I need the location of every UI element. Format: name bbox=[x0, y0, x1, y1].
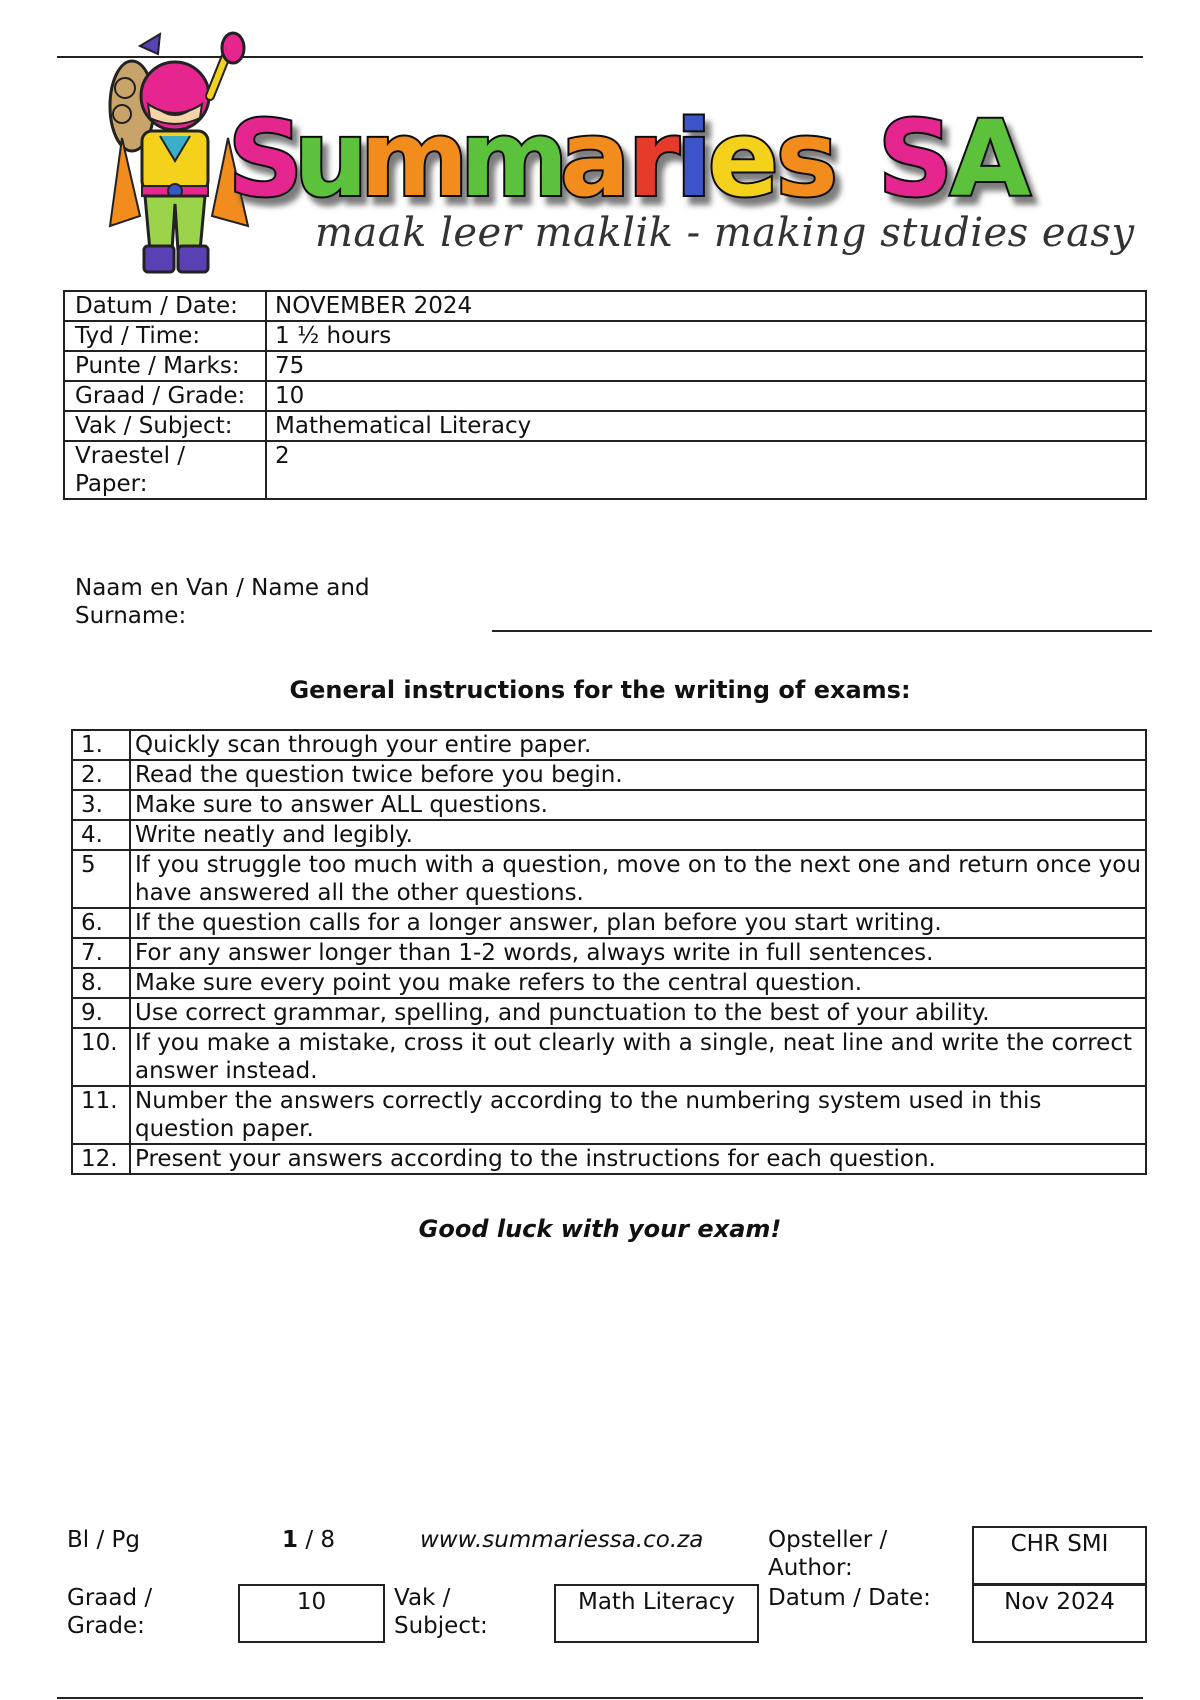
instruction-text: For any answer longer than 1-2 words, always write in full sentences. bbox=[130, 938, 1146, 968]
instruction-number: 10. bbox=[72, 1028, 130, 1086]
instruction-number: 12. bbox=[72, 1144, 130, 1174]
info-label: Punte / Marks: bbox=[64, 351, 266, 381]
instruction-text: Use correct grammar, spelling, and punctuation to the best of your ability. bbox=[130, 998, 1146, 1028]
info-value: 75 bbox=[266, 351, 1146, 381]
good-luck-message: Good luck with your exam! bbox=[418, 1215, 782, 1243]
instruction-number: 6. bbox=[72, 908, 130, 938]
exam-info-table bbox=[63, 290, 1147, 500]
instruction-text: Write neatly and legibly. bbox=[130, 820, 1146, 850]
instruction-number: 1. bbox=[72, 730, 130, 760]
svg-text:m: m bbox=[460, 100, 569, 220]
info-row-time bbox=[64, 321, 1146, 351]
info-value: 1 ½ hours bbox=[266, 321, 1146, 351]
info-label: Vraestel / Paper: bbox=[64, 441, 266, 499]
instruction-number: 4. bbox=[72, 820, 130, 850]
instruction-number: 9. bbox=[72, 998, 130, 1028]
instruction-text: Make sure to answer ALL questions. bbox=[130, 790, 1146, 820]
footer-author-value: CHR SMI bbox=[972, 1526, 1147, 1585]
footer-author-label: Opsteller / Author: bbox=[768, 1527, 888, 1581]
brand-tagline: maak leer maklik - making studies easy bbox=[315, 210, 1135, 256]
svg-text:i: i bbox=[676, 100, 712, 220]
bottom-rule bbox=[57, 1697, 1143, 1699]
svg-text:e: e bbox=[708, 100, 779, 220]
name-surname-label: Naam en Van / Name and Surname: bbox=[75, 575, 370, 629]
instructions-table bbox=[71, 729, 1147, 1175]
svg-text:a: a bbox=[560, 100, 631, 220]
svg-text:A: A bbox=[950, 100, 1031, 220]
instruction-number: 5 bbox=[72, 850, 130, 908]
footer-grade-value: 10 bbox=[238, 1584, 385, 1643]
info-label: Datum / Date: bbox=[64, 291, 266, 321]
instruction-text: Read the question twice before you begin. bbox=[130, 760, 1146, 790]
instruction-row bbox=[72, 1144, 1146, 1174]
instruction-number: 11. bbox=[72, 1086, 130, 1144]
instruction-row bbox=[72, 850, 1146, 908]
footer-subject-label: Vak / Subject: bbox=[394, 1585, 488, 1639]
footer-grade-label: Graad / Grade: bbox=[67, 1585, 153, 1639]
instruction-row bbox=[72, 1028, 1146, 1086]
info-value: 2 bbox=[266, 441, 1146, 499]
instruction-row bbox=[72, 968, 1146, 998]
brand-logo bbox=[228, 100, 1108, 220]
instruction-row bbox=[72, 730, 1146, 760]
footer-page-current: 1 bbox=[282, 1527, 299, 1553]
info-row-grade bbox=[64, 381, 1146, 411]
info-row-marks bbox=[64, 351, 1146, 381]
instruction-row bbox=[72, 790, 1146, 820]
footer-page-label: Bl / Pg bbox=[67, 1527, 141, 1553]
svg-text:r: r bbox=[628, 100, 680, 220]
instruction-row bbox=[72, 908, 1146, 938]
footer-date-label: Datum / Date: bbox=[768, 1585, 931, 1611]
info-label: Vak / Subject: bbox=[64, 411, 266, 441]
svg-text:S: S bbox=[228, 100, 303, 220]
svg-text:u: u bbox=[294, 100, 369, 220]
footer-subject-value: Math Literacy bbox=[554, 1584, 759, 1643]
footer-page-total: / 8 bbox=[298, 1527, 336, 1553]
instruction-text: Make sure every point you make refers to the central question. bbox=[130, 968, 1146, 998]
instruction-text: If you make a mistake, cross it out clearly with a single, neat line and write the correct answer instead. bbox=[130, 1028, 1146, 1086]
instruction-number: 2. bbox=[72, 760, 130, 790]
instruction-text: If the question calls for a longer answer, plan before you start writing. bbox=[130, 908, 1146, 938]
instruction-text: Quickly scan through your entire paper. bbox=[130, 730, 1146, 760]
instruction-text: Number the answers correctly according to the numbering system used in this question paper. bbox=[130, 1086, 1146, 1144]
info-value: NOVEMBER 2024 bbox=[266, 291, 1146, 321]
instruction-row bbox=[72, 998, 1146, 1028]
instruction-number: 3. bbox=[72, 790, 130, 820]
footer-date-value: Nov 2024 bbox=[972, 1584, 1147, 1643]
svg-text:m: m bbox=[360, 100, 469, 220]
info-label: Graad / Grade: bbox=[64, 381, 266, 411]
instruction-row bbox=[72, 760, 1146, 790]
instruction-row bbox=[72, 938, 1146, 968]
instruction-text: Present your answers according to the instructions for each question. bbox=[130, 1144, 1146, 1174]
instruction-row bbox=[72, 1086, 1146, 1144]
name-surname-field[interactable] bbox=[492, 630, 1152, 632]
instruction-number: 8. bbox=[72, 968, 130, 998]
svg-text:S: S bbox=[878, 100, 953, 220]
svg-text:s: s bbox=[776, 100, 838, 220]
footer-page-number bbox=[282, 1526, 335, 1554]
info-row-paper bbox=[64, 441, 1146, 499]
info-label: Tyd / Time: bbox=[64, 321, 266, 351]
info-row-date bbox=[64, 291, 1146, 321]
instruction-text: If you struggle too much with a question, move on to the next one and return once you have answered all the other questions. bbox=[130, 850, 1146, 908]
info-value: Mathematical Literacy bbox=[266, 411, 1146, 441]
info-value: 10 bbox=[266, 381, 1146, 411]
instruction-number: 7. bbox=[72, 938, 130, 968]
instructions-title: General instructions for the writing of exams: bbox=[289, 676, 911, 704]
footer-website: www.summariessa.co.za bbox=[420, 1527, 704, 1553]
info-row-subject bbox=[64, 411, 1146, 441]
instruction-row bbox=[72, 820, 1146, 850]
